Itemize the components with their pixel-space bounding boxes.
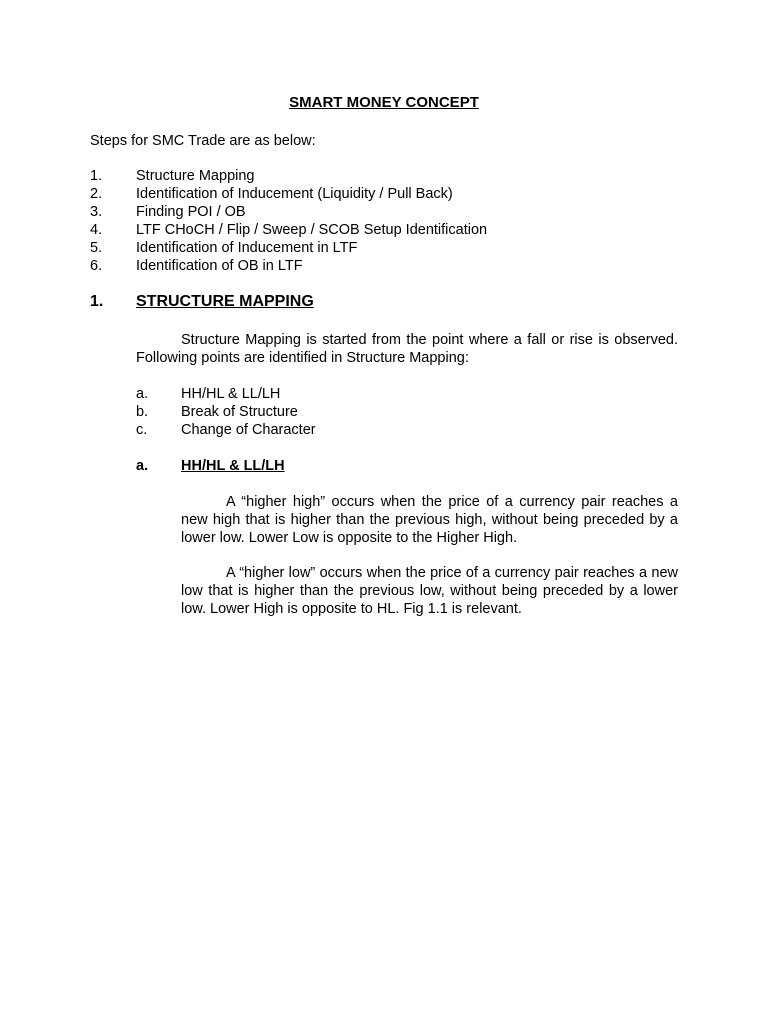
point-letter: b. bbox=[136, 404, 149, 420]
list-item bbox=[90, 185, 487, 203]
point-letter: a. bbox=[136, 386, 149, 402]
step-text: Identification of Inducement (Liquidity / Pull Back) bbox=[136, 186, 453, 202]
list-item bbox=[136, 403, 316, 421]
section-number: 1. bbox=[90, 293, 104, 310]
subsection-title: HH/HL & LL/LH bbox=[181, 458, 285, 474]
points-list bbox=[136, 385, 316, 439]
step-text: Structure Mapping bbox=[136, 168, 255, 184]
step-number: 1. bbox=[90, 168, 103, 184]
intro-text: Steps for SMC Trade are as below: bbox=[90, 133, 316, 149]
step-text: Finding POI / OB bbox=[136, 204, 246, 220]
steps-list bbox=[90, 167, 487, 275]
list-item bbox=[136, 385, 316, 403]
subsection-heading bbox=[136, 457, 285, 475]
list-item bbox=[90, 239, 487, 257]
point-letter: c. bbox=[136, 422, 148, 438]
section-heading bbox=[90, 293, 314, 311]
document-title: SMART MONEY CONCEPT bbox=[289, 94, 479, 111]
step-number: 2. bbox=[90, 186, 103, 202]
section-title: STRUCTURE MAPPING bbox=[136, 293, 314, 310]
section-paragraph: Structure Mapping is started from the point where a fall or rise is observed. Following points are identified in Structure Mapping: bbox=[136, 332, 678, 366]
subsection-paragraph-1: A “higher high” occurs when the price of a currency pair reaches a new high that is higher than the previous high, without being preceded by a lower low. Lower Low is opposite to the Higher High. bbox=[181, 494, 678, 546]
step-text: Identification of Inducement in LTF bbox=[136, 240, 358, 256]
list-item bbox=[90, 203, 487, 221]
list-item bbox=[90, 257, 487, 275]
subsection-paragraph-2: A “higher low” occurs when the price of a currency pair reaches a new low that is higher than the previous low, without being preceded by a lower low. Lower High is opposite to HL. Fig 1.1 is relevant. bbox=[181, 565, 678, 617]
subsection-letter: a. bbox=[136, 458, 149, 474]
step-number: 4. bbox=[90, 222, 103, 238]
point-text: Break of Structure bbox=[181, 404, 298, 420]
step-number: 3. bbox=[90, 204, 103, 220]
list-item bbox=[136, 421, 316, 439]
step-text: LTF CHoCH / Flip / Sweep / SCOB Setup Identification bbox=[136, 222, 488, 238]
point-text: HH/HL & LL/LH bbox=[181, 386, 281, 402]
step-number: 5. bbox=[90, 240, 103, 256]
list-item bbox=[90, 167, 487, 185]
step-number: 6. bbox=[90, 258, 103, 274]
step-text: Identification of OB in LTF bbox=[136, 258, 303, 274]
list-item bbox=[90, 221, 487, 239]
point-text: Change of Character bbox=[181, 422, 316, 438]
